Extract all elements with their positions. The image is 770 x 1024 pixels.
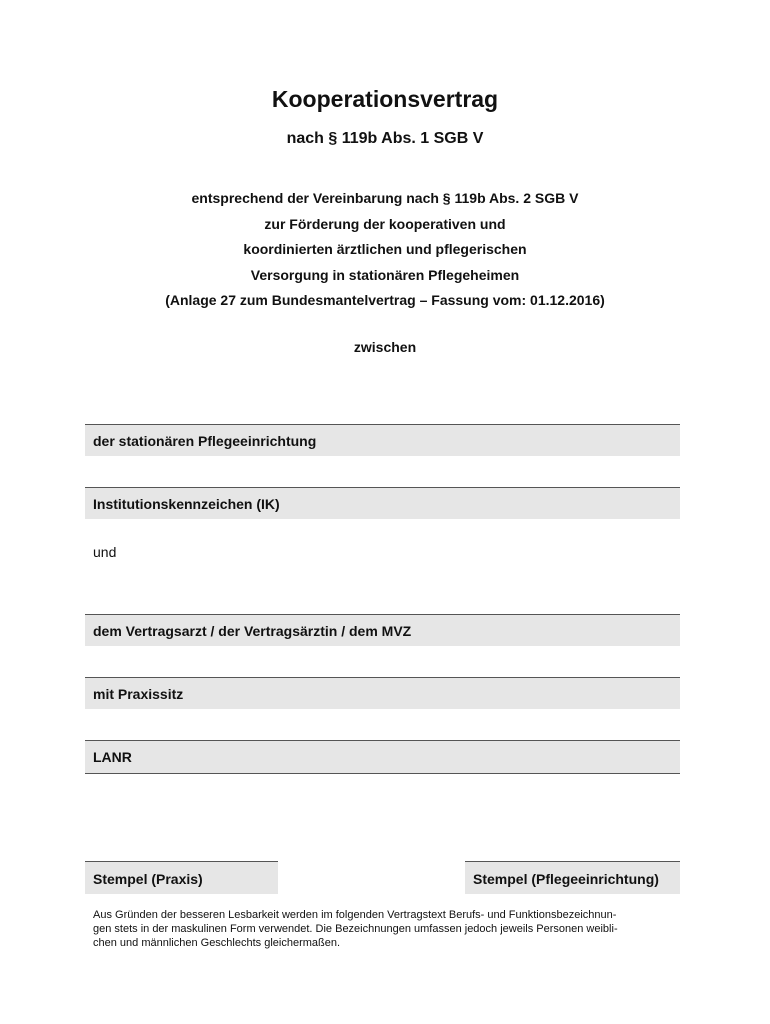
and-label: und <box>93 544 117 560</box>
stamp-facility-label: Stempel (Pflegeeinrichtung) <box>473 871 659 887</box>
lanr-field-label: LANR <box>93 749 132 765</box>
stamp-facility-field[interactable] <box>465 861 680 894</box>
ik-field[interactable] <box>85 487 680 519</box>
document-subtitle: nach § 119b Abs. 1 SGB V <box>286 130 484 147</box>
footnote-line: chen und männlichen Geschlechts gleichermaßen. <box>93 937 341 949</box>
footnote-line: Aus Gründen der besseren Lesbarkeit werden im folgenden Vertragstext Berufs- und Funktionsbezeichnun- <box>93 909 617 921</box>
ik-field-label: Institutionskennzeichen (IK) <box>93 496 280 512</box>
lanr-field[interactable] <box>85 740 680 774</box>
intro-line: Versorgung in stationären Pflegeheimen <box>250 266 520 283</box>
doctor-field[interactable] <box>85 614 680 646</box>
intro-line: koordinierten ärztlichen und pflegerischen <box>243 241 527 257</box>
between-label: zwischen <box>353 339 417 355</box>
facility-field-label: der stationären Pflegeeinrichtung <box>93 433 317 449</box>
practice-seat-field[interactable] <box>85 677 680 709</box>
intro-line: entsprechend der Vereinbarung nach § 119b Abs. 2 SGB V <box>191 190 579 206</box>
footnote <box>93 908 693 950</box>
footnote-line: gen stets in der maskulinen Form verwendet. Die Bezeichnungen umfassen jedoch jeweils Personen weibli- <box>93 923 618 935</box>
stamp-practice-field[interactable] <box>85 861 278 894</box>
intro-line: zur Förderung der kooperativen und <box>264 215 506 232</box>
document-title: Kooperationsvertrag <box>271 86 499 112</box>
facility-field[interactable] <box>85 424 680 456</box>
stamp-practice-label: Stempel (Praxis) <box>93 871 203 887</box>
doctor-field-label: dem Vertragsarzt / der Vertragsärztin / dem MVZ <box>93 623 412 639</box>
practice-seat-field-label: mit Praxissitz <box>93 686 184 702</box>
intro-block <box>0 186 770 314</box>
intro-line: (Anlage 27 zum Bundesmantelvertrag – Fassung vom: 01.12.2016) <box>165 292 605 308</box>
